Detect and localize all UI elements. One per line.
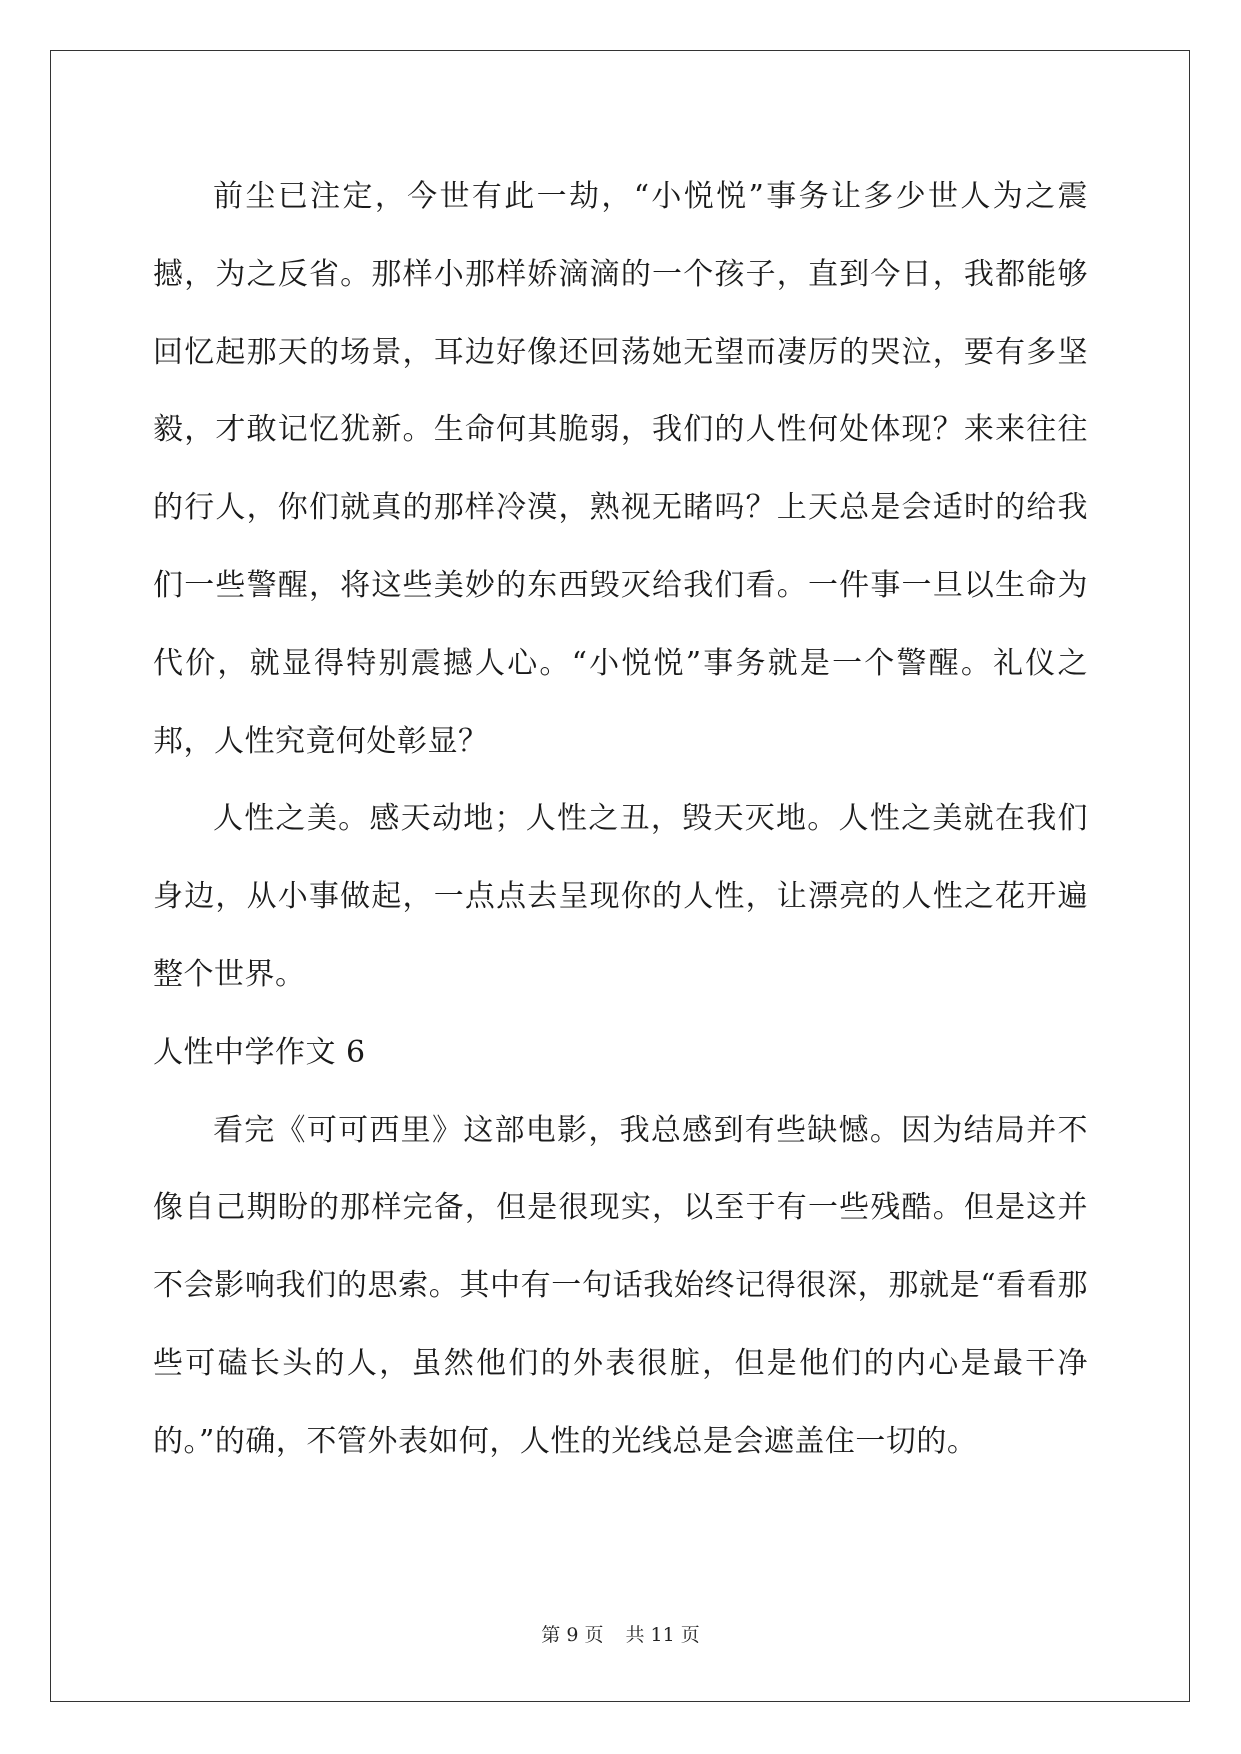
document-body	[153, 158, 1088, 1481]
section-title: 人性中学作文 6	[153, 1034, 366, 1070]
paragraph-1: 前尘已注定，今世有此一劫，“小悦悦”事务让多少世人为之震撼，为之反省。那样小那样娇滴滴的一个孩子，直到今日，我都能够回忆起那天的场景，耳边好像还回荡她无望而凄厉的哭泣，要有多坚毅，才敢记忆犹新。生命何其脆弱，我们的人性何处体现？来来往往的行人，你们就真的那样冷漠，熟视无睹吗？上天总是会适时的给我们一些警醒，将这些美妙的东西毁灭给我们看。一件事一旦以生命为代价，就显得特别震撼人心。“小悦悦”事务就是一个警醒。礼仪之邦，人性究竟何处彰显？	[153, 179, 1088, 759]
page-total: 共 11 页	[625, 1624, 700, 1646]
page-number: 第 9 页	[541, 1624, 604, 1646]
paragraph-2: 人性之美。感天动地；人性之丑，毁天灭地。人性之美就在我们身边，从小事做起，一点点去呈现你的人性，让漂亮的人性之花开遍整个世界。	[153, 801, 1088, 992]
paragraph-3: 看完《可可西里》这部电影，我总感到有些缺憾。因为结局并不像自己期盼的那样完备，但是很现实，以至于有一些残酷。但是这并不会影响我们的思索。其中有一句话我始终记得很深，那就是“看看那些可磕长头的人，虽然他们的外表很脏，但是他们的内心是最干净的。”的确，不管外表如何，人性的光线总是会遮盖住一切的。	[153, 1112, 1088, 1459]
page-footer	[0, 1620, 1241, 1647]
